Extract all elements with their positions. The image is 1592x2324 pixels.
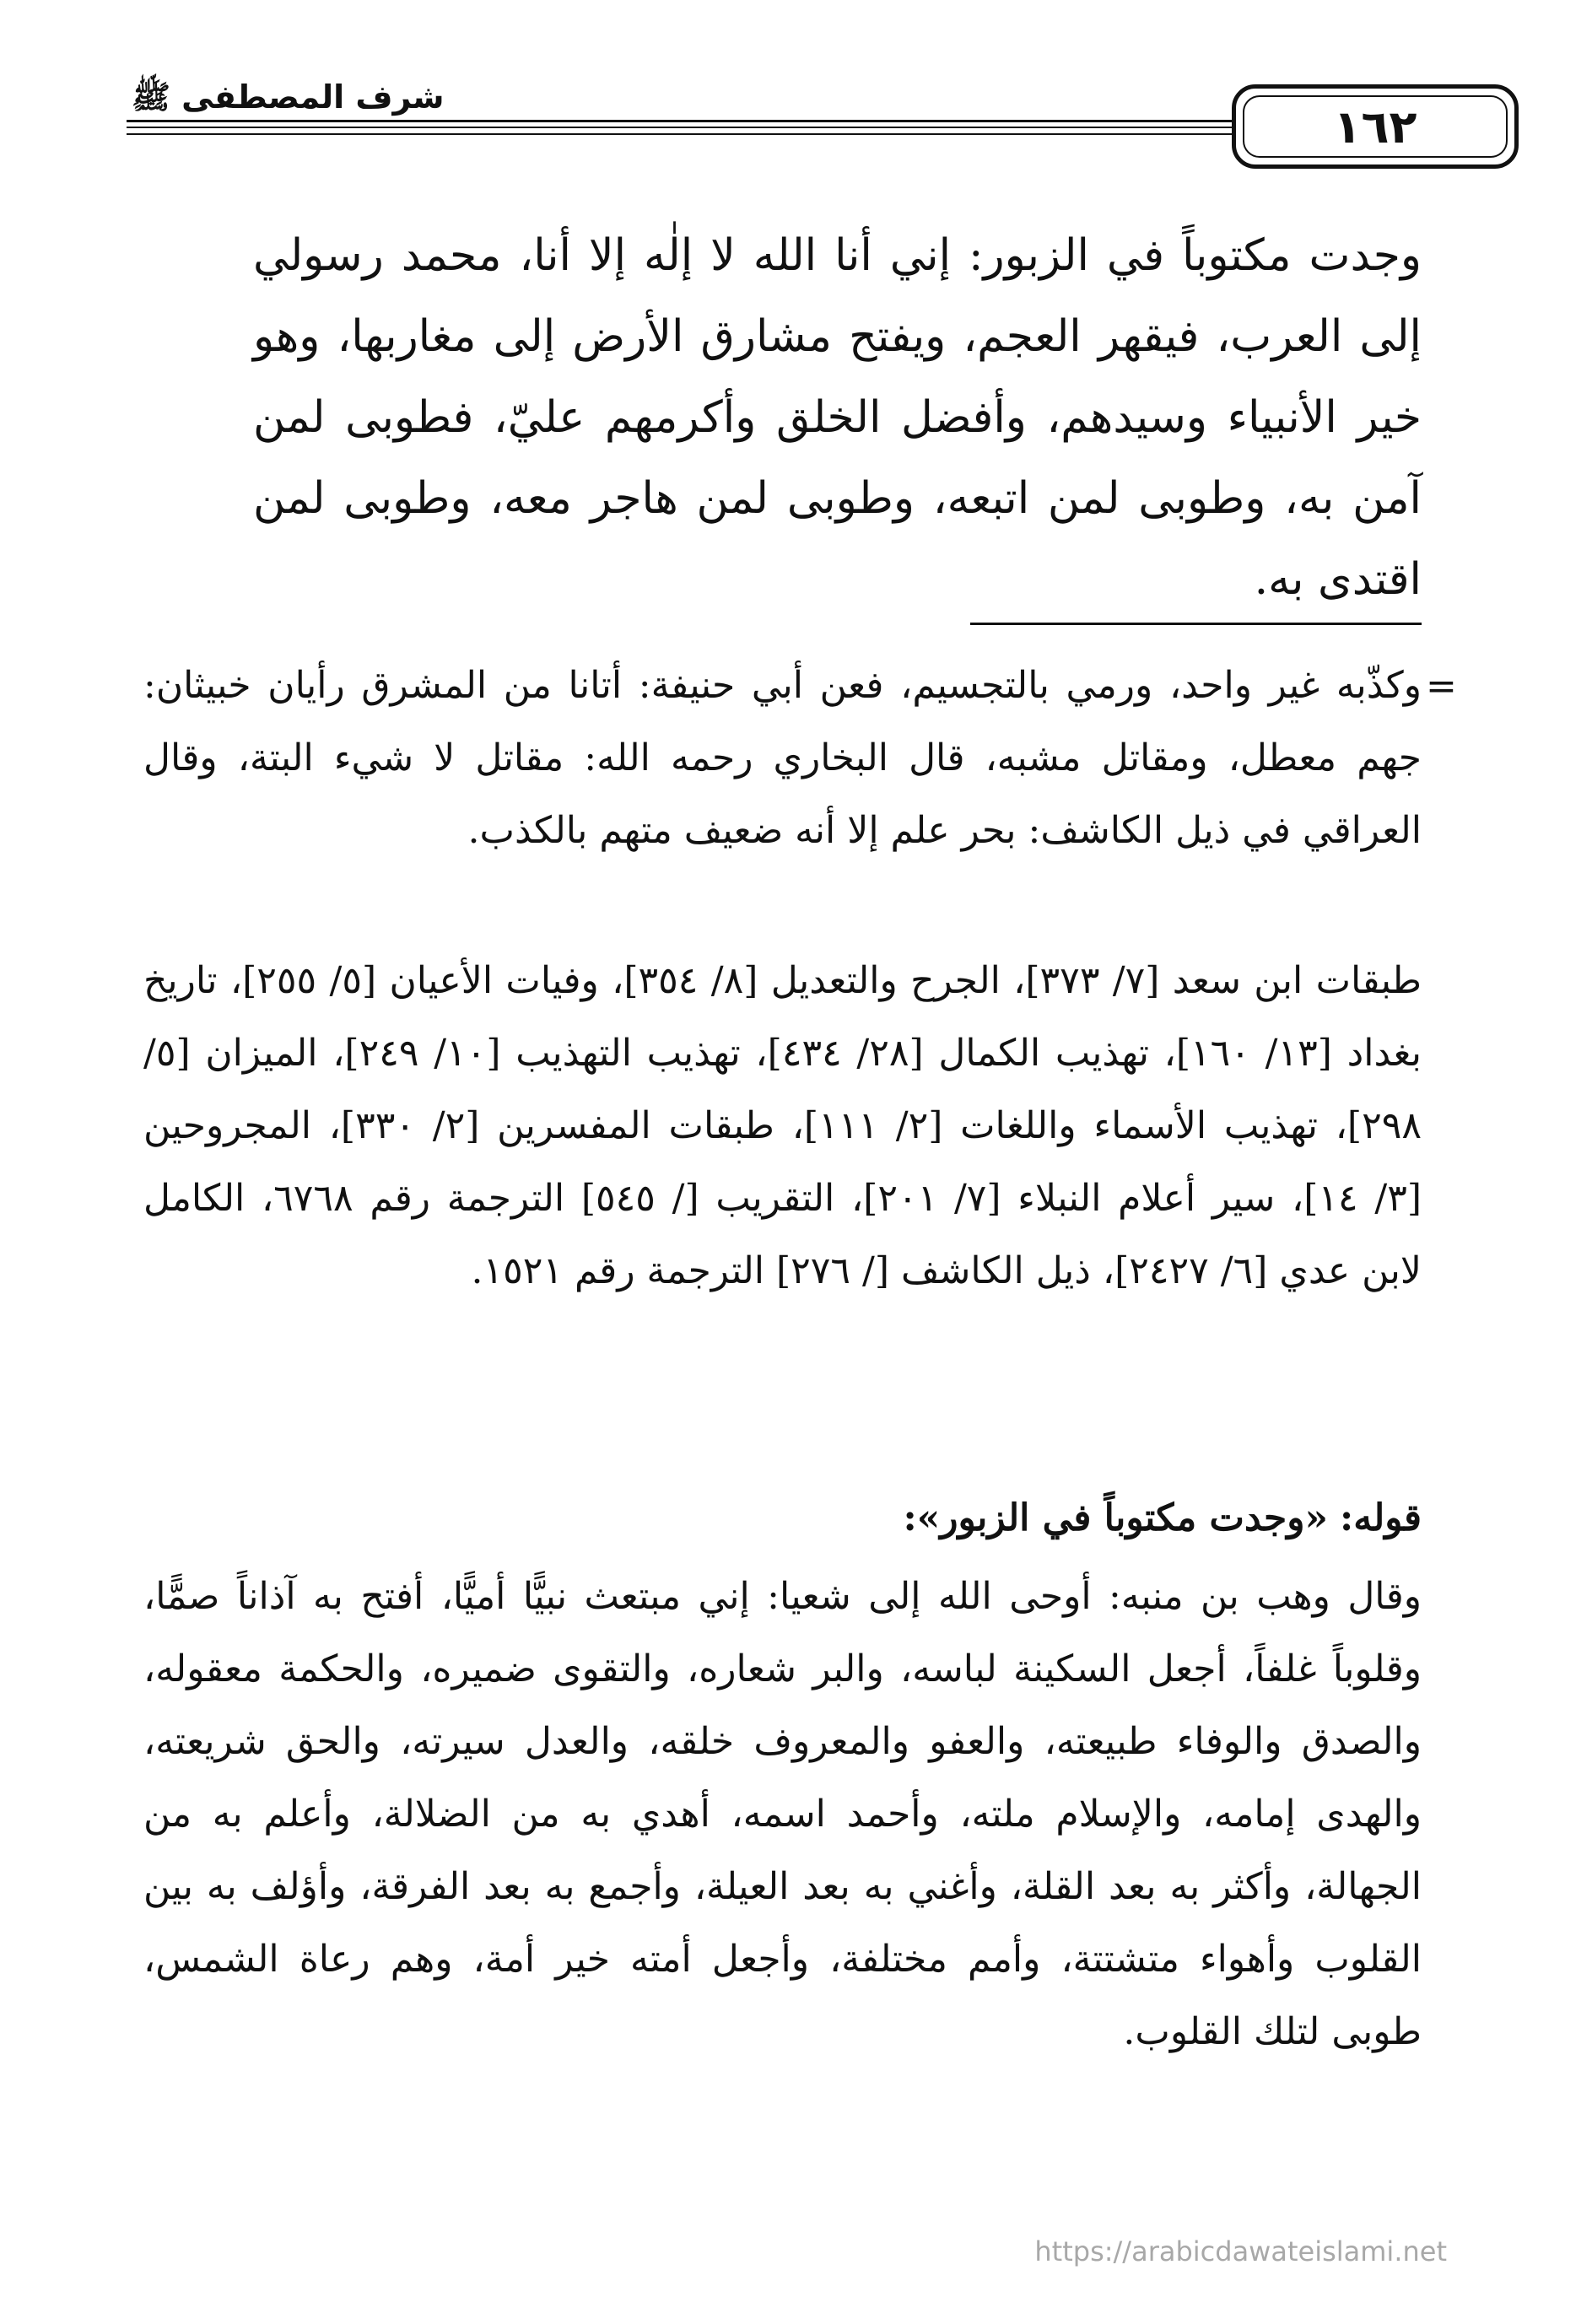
footnote-references: طبقات ابن سعد [٧/ ٣٧٣]، الجرح والتعديل [٨/ ٣٥٤]، وفيات الأعيان [٥/ ٢٥٥]، تاريخ بغداد [١٣/ ١٦٠]، تهذيب الكمال [٢٨/ ٤٣٤]، تهذيب التهذيب [١٠/ ٢٤٩]، الميزان [٥/ ٢٩٨]، تهذيب الأسماء واللغات [٢/ ١١١]، طبقات المفسرين [٢/ ٣٣٠]، المجروحين [٣/ ١٤]، سير أعلام النبلاء [٧/ ٢٠١]، التقريب [/ ٥٤٥] الترجمة رقم ٦٧٦٨، الكامل لابن عدي [٦/ ٢٤٢٧]، ذيل الكاشف [/ ٢٧٦] الترجمة رقم ١٥٢١. [143,959,1422,1292]
page-number: ١٦٢ [1333,100,1417,154]
main-text: وجدت مكتوباً في الزبور: إني أنا الله لا إلٰه إلا أنا، محمد رسولي إلى العرب، فيقهر العجم، ويفتح مشارق الأرض إلى مغاربها، وهو خير الأنبياء وسيدهم، وأفضل الخلق وأكرمهم عليّ، فطوبى لمن آمن به، وطوبى لمن اتبعه، وطوبى لمن هاجر معه، وطوبى لمن اقتدى به. [253,230,1422,605]
commentary-heading-quote: «وجدت مكتوباً في الزبور»: [903,1496,1328,1539]
footnote-paragraph: وكذّبه غير واحد، ورمي بالتجسيم، فعن أبي حنيفة: أتانا من المشرق رأيان خبيثان: جهم معطل، ومقاتل مشبه، قال البخاري رحمه الله: مقاتل لا شيء البتة، وقال العراقي في ذيل الكاشف: بحر علم إلا أنه ضعيف متهم بالكذب. [143,664,1422,852]
page-header [127,76,1426,169]
commentary-heading-label: قوله: [1339,1496,1422,1539]
running-title: شرف المصطفى ﷺ [127,76,450,118]
watermark-url: https://arabicdawateislami.net [1034,2235,1447,2267]
header-rule [127,127,1426,128]
footnote-separator [970,623,1422,625]
header-rule [127,133,1426,135]
header-rule [127,120,1426,122]
footnote-continuation-mark: = [1426,665,1457,708]
commentary-heading [253,1493,1422,1544]
commentary-paragraph: وقال وهب بن منبه: أوحى الله إلى شعيا: إني مبتعث نبيًّا أميًّا، أفتح به آذاناً صمًّا، وقلوباً غلفاً، أجعل السكينة لباسه، والبر شعاره، والتقوى ضميره، والحكمة معقوله، والصدق والوفاء طبيعته، والعفو والمعروف خلقه، والعدل سيرته، والحق شريعته، والهدى إمامه، والإسلام ملته، وأحمد اسمه، أهدي به من الضلالة، وأعلم به من الجهالة، وأكثر به بعد القلة، وأغني به بعد العيلة، وأجمع به بعد الفرقة، وأؤلف به بين القلوب وأهواء متشتتة، وأمم مختلفة، وأجعل أمته خير أمة، وهم رعاة الشمس، طوبى لتلك القلوب. [143,1575,1422,2053]
page-number-frame [1232,84,1519,169]
